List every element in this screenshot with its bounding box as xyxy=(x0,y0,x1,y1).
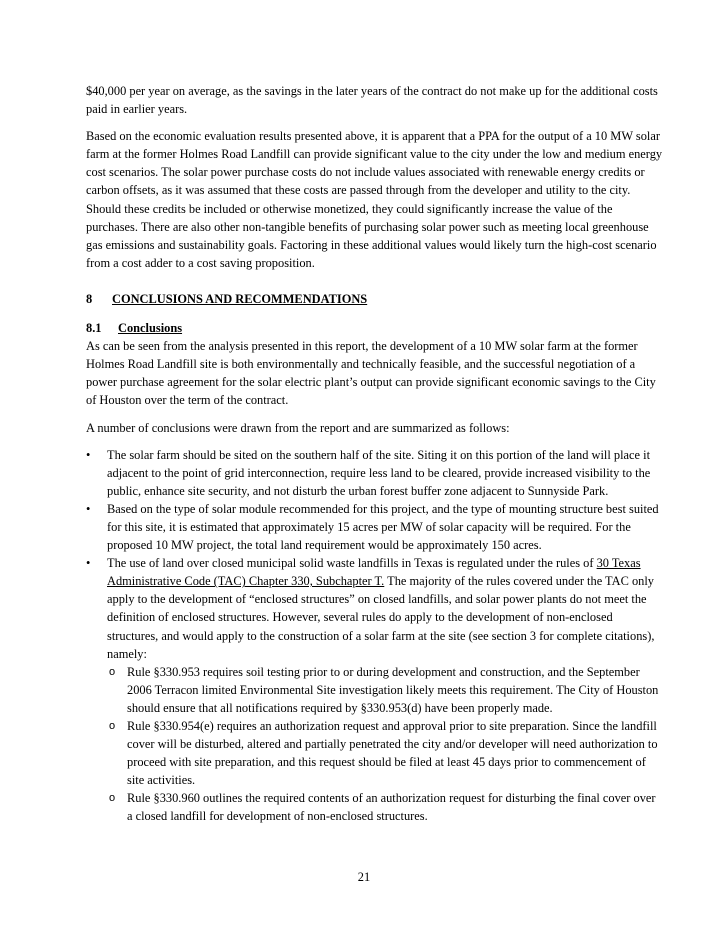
bullet-icon: • xyxy=(86,447,91,462)
subsection-number: 8.1 xyxy=(86,321,102,336)
sublist-item-text: Rule §330.960 outlines the required contents of an authorization request for disturbing the final cover over a closed landfill for development of non-enclosed structures. xyxy=(127,791,656,824)
sublist-item-text: Rule §330.954(e) requires an authorization request and approval prior to site preparation. Since the landfill cover will be disturbed, altered and partially penetrated the city and/or developer will need authorization to proceed with site preparation, and this request should be filed at least 45 days prior to commencement of site activities. xyxy=(127,719,658,788)
conclusions-list xyxy=(86,446,664,826)
paragraph-conclusions-summary-lead: A number of conclusions were drawn from the report and are summarized as follows: xyxy=(86,420,510,435)
bullet-icon: • xyxy=(86,556,91,571)
section-title: CONCLUSIONS AND RECOMMENDATIONS xyxy=(112,291,368,306)
bullet-icon: • xyxy=(86,501,91,516)
sublist-item-text: Rule §330.953 requires soil testing prior to or during development and construction, and the September 2006 Terracon limited Environmental Site investigation likely meets this requirement. The City of Houston should ensure that all notifications required by §330.953(d) have been properly made. xyxy=(127,664,659,715)
list-item-text: The solar farm should be sited on the southern half of the site. Siting it on this portion of the land will place it adjacent to the point of grid interconnection, require less land to be cleared, provide increased visibility to the public, enhance site security, and not disturb the urban forest buffer zone adjacent to Sunnyside Park. xyxy=(107,447,651,498)
circle-bullet-icon: o xyxy=(109,792,116,805)
rules-sublist xyxy=(107,663,664,826)
paragraph-conclusions-intro: As can be seen from the analysis presented in this report, the development of a 10 MW solar farm at the former Holmes Road Landfill site is both environmentally and technically feasible, and the successful negotiation of a power purchase agreement for the solar electric plant’s output can provide significant economic savings to the City of Houston over the term of the contract. xyxy=(86,339,656,408)
list-item xyxy=(86,446,664,500)
list-item-text-lead: The use of land over closed municipal solid waste landfills in Texas is regulated under the rules of xyxy=(107,556,597,571)
tac-citation-link[interactable]: 30 Texas Administrative Code (TAC) Chapter 330, Subchapter T. xyxy=(107,556,641,589)
paragraph-savings-carryover: $40,000 per year on average, as the savings in the later years of the contract do not make up for the additional costs paid in earlier years. xyxy=(86,84,658,117)
section-heading xyxy=(86,290,664,308)
list-item xyxy=(86,500,664,554)
sublist-item xyxy=(107,717,664,789)
document-page xyxy=(86,82,664,826)
list-item-text xyxy=(107,556,654,660)
section-number: 8 xyxy=(86,291,93,306)
subsection-heading xyxy=(86,319,664,337)
page-number: 21 xyxy=(357,870,371,884)
list-item-text: Based on the type of solar module recommended for this project, and the type of mounting structure best suited for this site, it is estimated that approximately 15 acres per MW of solar capacity will be required. For the proposed 10 MW project, the total land requirement would be approximately 150 acres. xyxy=(107,501,659,553)
subsection-title: Conclusions xyxy=(118,321,183,336)
list-item-text-rest: The majority of the rules covered under the TAC only apply to the development of “enclosed structures” on closed landfills, and solar power plants do not meet the definition of enclosed structures. However, several rules do apply to the development of non-enclosed structures, and would apply to the construction of a solar farm at the site (see section 3 for complete citations), namely: xyxy=(107,574,655,661)
list-item xyxy=(86,554,664,825)
circle-bullet-icon: o xyxy=(109,720,116,732)
circle-bullet-icon: o xyxy=(109,665,116,678)
sublist-item xyxy=(107,789,664,825)
paragraph-economic-evaluation: Based on the economic evaluation results presented above, it is apparent that a PPA for the output of a 10 MW solar farm at the former Holmes Road Landfill can provide significant value to the city under the low and medium energy cost scenarios. The solar power purchase costs do not include values associated with renewable energy credits or carbon offsets, as it was assumed that these costs are passed through from the developer and utility to the city. Should these credits be included or otherwise monetized, they could significantly increase the value of the purchases. There are also other non-tangible benefits of purchasing solar power such as meeting local greenhouse gas emissions and sustainability goals. Factoring in these additional values would likely turn the high-cost scenario from a cost adder to a cost saving proposition. xyxy=(86,129,663,270)
sublist-item xyxy=(107,663,664,717)
